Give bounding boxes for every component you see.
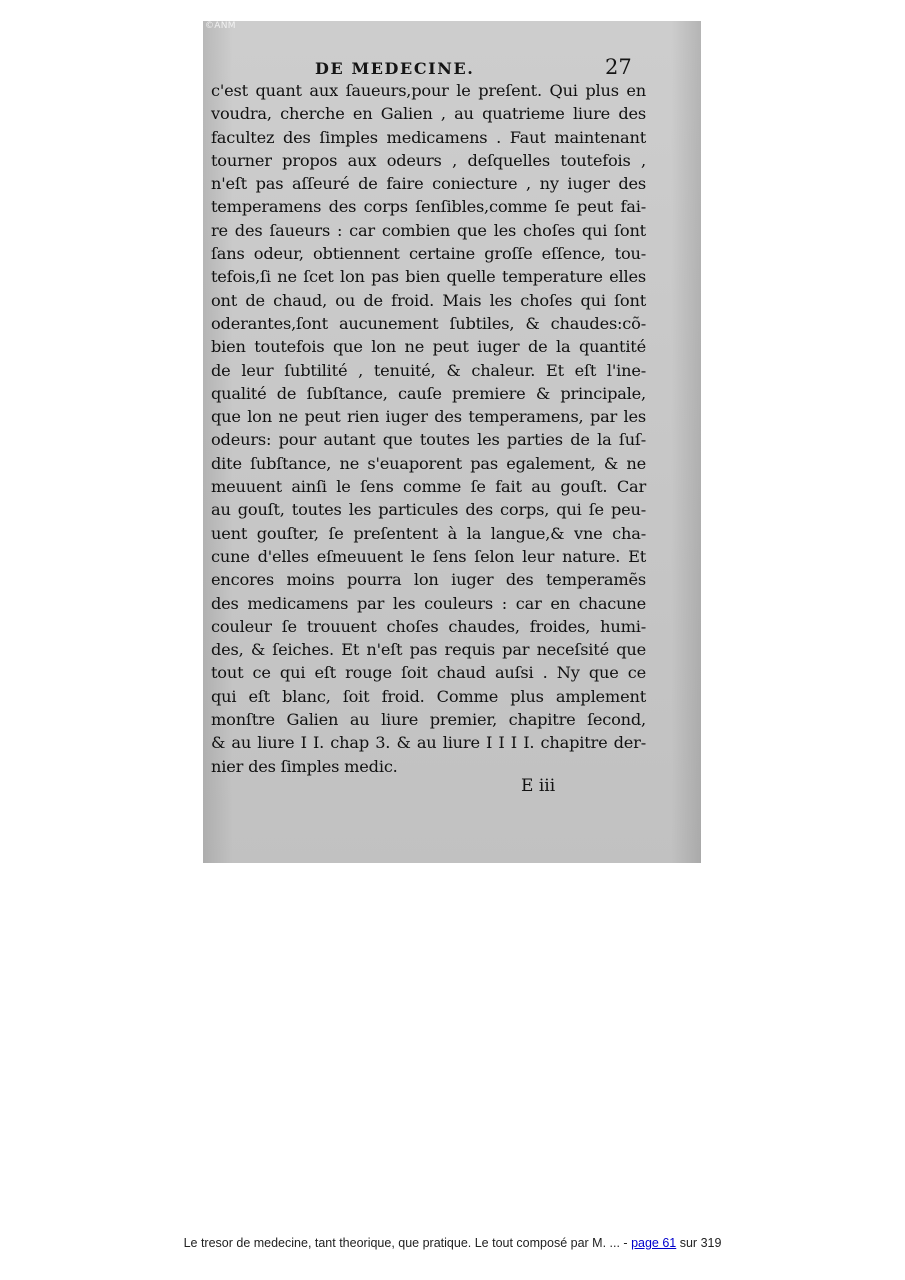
text-line: de leur ſubtilité , tenuité, & chaleur. Et eſt l'ine- bbox=[211, 360, 646, 380]
printed-page-number: 27 bbox=[605, 55, 632, 79]
text-line: voudra, cherche en Galien , au quatrieme liure des bbox=[211, 104, 646, 124]
text-line: encores moins pourra lon iuger des temperamẽs bbox=[211, 570, 646, 590]
text-line: oderantes,ſont aucunement ſubtiles, & chaudes:cõ- bbox=[211, 313, 646, 333]
text-line: uent gouſter, ſe preſentent à la langue,& vne cha- bbox=[211, 523, 646, 543]
text-line: qui eſt blanc, ſoit froid. Comme plus amplement bbox=[211, 686, 646, 706]
footer-title: Le tresor de medecine, tant theorique, que pratique. Le tout composé par M. ... - bbox=[183, 1236, 628, 1250]
watermark: ©ANM bbox=[205, 21, 236, 31]
text-line: dite ſubſtance, ne s'euaporent pas egalement, & ne bbox=[211, 453, 646, 473]
text-line: odeurs: pour autant que toutes les parties de la ſuſ- bbox=[211, 430, 646, 450]
text-line: c'est quant aux ſaueurs,pour le preſent. Qui plus en bbox=[211, 81, 646, 100]
footer-caption bbox=[0, 1236, 905, 1250]
text-line-last: nier des ſimples medic. bbox=[211, 756, 398, 776]
text-line: au gouſt, toutes les particules des corps, qui ſe peu- bbox=[211, 500, 646, 520]
text-line: n'eſt pas aſſeuré de faire coniecture , ny iuger des bbox=[211, 174, 646, 194]
text-line: meuuent ainſi le ſens comme ſe fait au gouſt. Car bbox=[211, 477, 646, 497]
text-line: facultez des ſimples medicamens . Faut maintenant bbox=[211, 127, 646, 147]
scanned-page-image bbox=[203, 21, 701, 863]
text-line: des medicamens par les couleurs : car en chacune bbox=[211, 593, 646, 613]
text-line: ſans odeur, obtiennent certaine groſſe eſſence, tou- bbox=[211, 244, 646, 264]
footer-page-total: sur 319 bbox=[679, 1236, 722, 1250]
text-line: temperamens des corps ſenſibles,comme ſe peut fai- bbox=[211, 197, 646, 217]
text-line: couleur ſe trouuent choſes chaudes, froides, humi- bbox=[211, 616, 646, 636]
text-line: re des ſaueurs : car combien que les choſes qui ſont bbox=[211, 220, 646, 240]
text-line: tout ce qui eſt rouge ſoit chaud auſsi . Ny que ce bbox=[211, 663, 646, 683]
text-line: des, & ſeiches. Et n'eſt pas requis par neceſsité que bbox=[211, 640, 646, 660]
text-line: ont de chaud, ou de froid. Mais les choſes qui ſont bbox=[211, 290, 646, 310]
body-text bbox=[211, 79, 646, 778]
text-line: & au liure I I. chap 3. & au liure I I I I. chapitre der- bbox=[211, 733, 646, 753]
page-link[interactable]: page 61 bbox=[631, 1236, 677, 1250]
text-line: cune d'elles eſmeuuent le ſens ſelon leur nature. Et bbox=[211, 546, 646, 566]
running-title: DE MEDECINE. bbox=[315, 59, 475, 78]
text-line: tefois,ſi ne ſcet lon pas bien quelle temperature elles bbox=[211, 267, 646, 287]
text-line: monſtre Galien au liure premier, chapitre ſecond, bbox=[211, 710, 646, 730]
text-line: bien toutefois que lon ne peut iuger de la quantité bbox=[211, 337, 646, 357]
text-line: qualité de ſubſtance, cauſe premiere & principale, bbox=[211, 383, 646, 403]
text-line: tourner propos aux odeurs , deſquelles toutefois , bbox=[211, 150, 646, 170]
text-line: que lon ne peut rien iuger des temperamens, par les bbox=[211, 407, 646, 427]
signature-mark: E iii bbox=[521, 776, 556, 796]
